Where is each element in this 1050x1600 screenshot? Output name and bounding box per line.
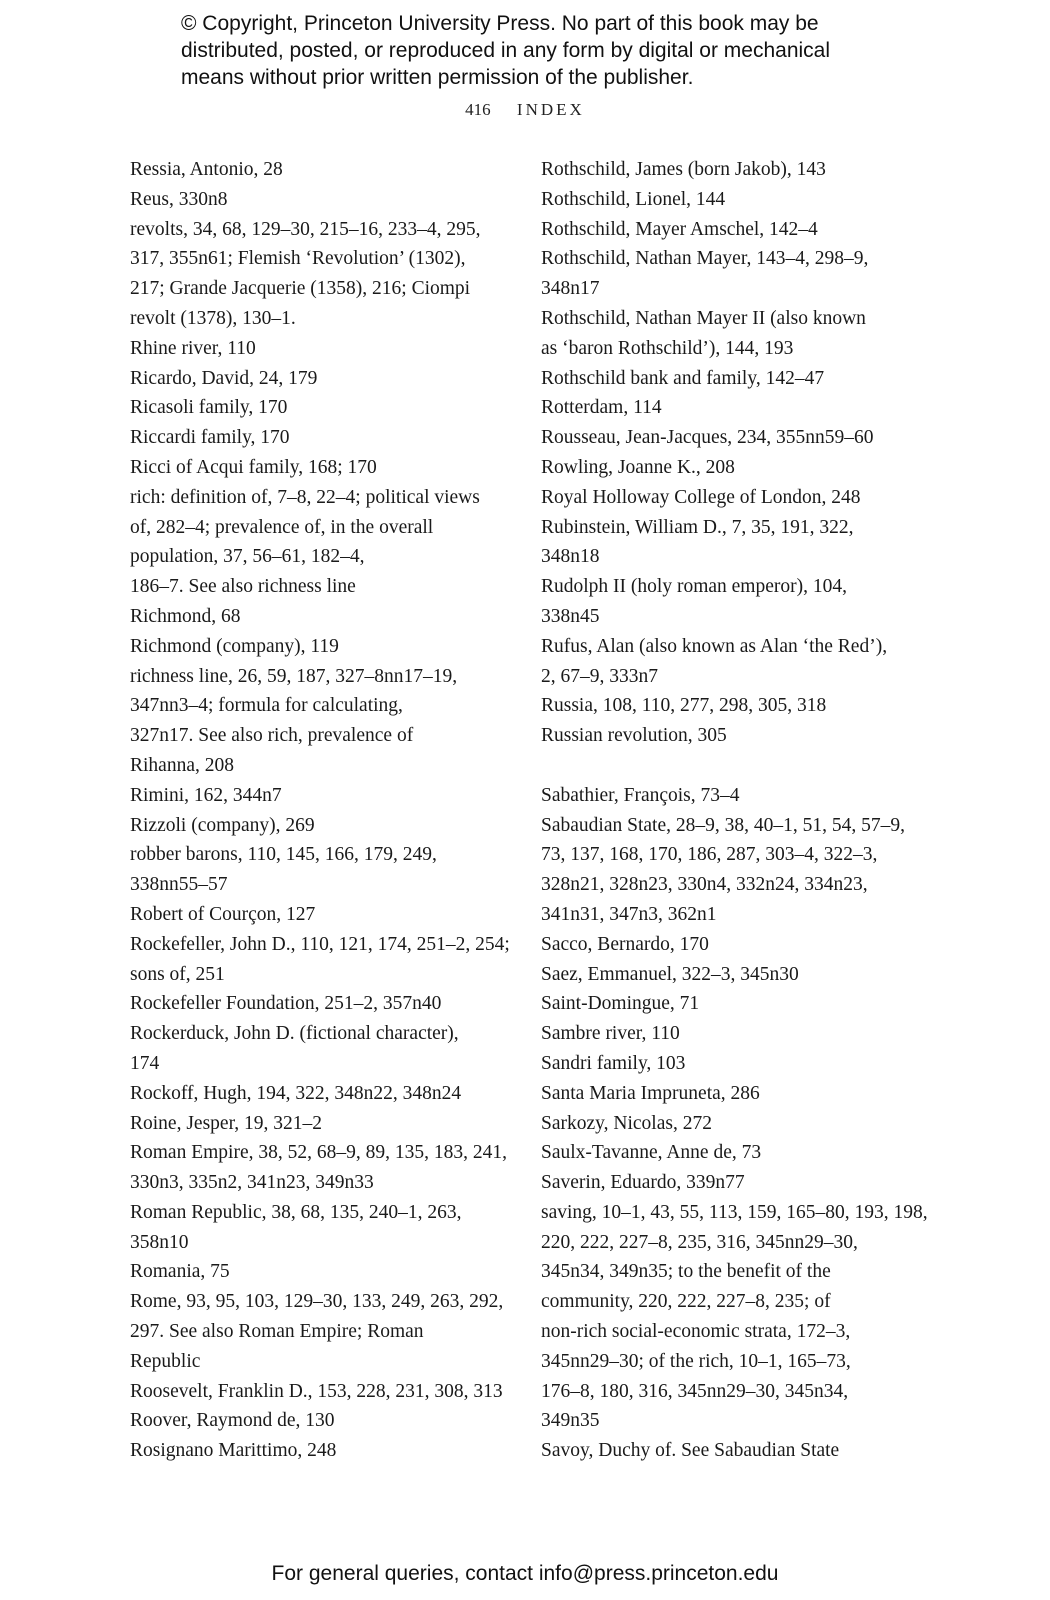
index-entry-line: Ricci of Acqui family, 168; 170 (130, 456, 377, 478)
index-entry (541, 364, 916, 394)
index-entry-line: 328n21, 328n23, 330n4, 332n24, 334n23, (541, 874, 868, 896)
index-entry (130, 930, 510, 990)
index-entry (541, 930, 916, 960)
index-entry (130, 900, 505, 930)
index-entry (130, 423, 505, 453)
index-entry-line: Roover, Raymond de, 130 (130, 1410, 335, 1432)
index-entry (130, 1436, 505, 1466)
index-column-left (130, 155, 510, 1466)
index-entry-line: Rothschild bank and family, 142–47 (541, 367, 825, 389)
index-entry-line: Rubinstein, William D., 7, 35, 191, 322, (541, 516, 854, 538)
index-entry-line: Sabaudian State, 28–9, 38, 40–1, 51, 54, 57–9, (541, 814, 905, 836)
index-entry-line: saving, 10–1, 43, 55, 113, 159, 165–80, 193, 198, (541, 1201, 928, 1223)
index-entry (541, 185, 916, 215)
index-entry-line: Rowling, Joanne K., 208 (541, 456, 735, 478)
index-entry (130, 1406, 505, 1436)
index-entry (541, 632, 916, 692)
index-entry-line: Ressia, Antonio, 28 (130, 159, 283, 180)
index-entry-line: sons of, 251 (130, 963, 225, 985)
index-entry (541, 423, 916, 453)
index-entry-line: Sabathier, François, 73–4 (541, 784, 740, 806)
index-entry-line: robber barons, 110, 145, 166, 179, 249, (130, 844, 437, 866)
index-entry (130, 215, 505, 334)
index-entry-line: 217; Grande Jacquerie (1358), 216; Ciompi (130, 278, 471, 300)
index-column-right (541, 155, 928, 1466)
index-entry-line: Roosevelt, Franklin D., 153, 228, 231, 308, 313 (130, 1380, 503, 1402)
index-entry (541, 1198, 928, 1436)
index-entry (130, 811, 505, 841)
index-entry-line: Richmond, 68 (130, 605, 241, 627)
index-entry-line: Rothschild, James (born Jakob), 143 (541, 159, 826, 180)
index-entry-line: Rihanna, 208 (130, 754, 234, 776)
index-entry-line: Rhine river, 110 (130, 337, 256, 359)
index-entry (130, 602, 505, 632)
index-entry-line: Rockoff, Hugh, 194, 322, 348n22, 348n24 (130, 1082, 462, 1104)
index-entry (541, 393, 916, 423)
index-entry-line: Sandri family, 103 (541, 1052, 686, 1074)
index-entry-line: Roman Empire, 38, 52, 68–9, 89, 135, 183, 241, (130, 1142, 507, 1164)
index-entry-line: 176–8, 180, 316, 345nn29–30, 345n34, (541, 1380, 849, 1402)
index-entry-line: 345nn29–30; of the rich, 10–1, 165–73, (541, 1350, 851, 1372)
copyright-line: distributed, posted, or reproduced in any form by digital or mechanical (181, 39, 831, 62)
index-entry-line: Rothschild, Lionel, 144 (541, 188, 726, 210)
index-entry (130, 1377, 505, 1407)
index-entry (130, 453, 505, 483)
index-entry (541, 691, 916, 721)
index-entry-line: Rothschild, Nathan Mayer II (also known (541, 307, 866, 329)
index-entry-line: revolts, 34, 68, 129–30, 215–16, 233–4, 295, (130, 218, 481, 240)
index-entry-line: 345n34, 349n35; to the benefit of the (541, 1261, 831, 1283)
index-entry (541, 811, 916, 930)
index-entry-line: 330n3, 335n2, 341n23, 349n33 (130, 1172, 374, 1194)
index-entry-line: rich: definition of, 7–8, 22–4; political views (130, 486, 480, 508)
index-entry (541, 1138, 916, 1168)
index-entry-line: Ricasoli family, 170 (130, 397, 288, 419)
index-entry (130, 185, 505, 215)
index-entry (541, 572, 916, 632)
index-entry-line: Reus, 330n8 (130, 188, 228, 210)
index-entry (130, 1287, 505, 1376)
index-entry-line: Romania, 75 (130, 1261, 230, 1283)
index-entry (130, 1198, 505, 1258)
index-entry-line: 348n17 (541, 278, 600, 300)
index-entry (130, 1257, 505, 1287)
index-entry-line: Santa Maria Impruneta, 286 (541, 1082, 760, 1104)
index-entry-line: 338nn55–57 (130, 874, 228, 896)
index-entry (130, 1138, 505, 1198)
index-entry-line: 2, 67–9, 333n7 (541, 665, 658, 687)
index-entry-line: Robert of Courçon, 127 (130, 903, 316, 925)
index-entry (541, 155, 916, 185)
index-entry-line: Rockerduck, John D. (fictional character), (130, 1023, 459, 1045)
index-entry-line: Rimini, 162, 344n7 (130, 784, 282, 806)
index-entry-line: Rizzoli (company), 269 (130, 814, 315, 836)
index-entry-line: 327n17. See also rich, prevalence of (130, 725, 414, 747)
index-entry-line: Sacco, Bernardo, 170 (541, 933, 709, 955)
index-entry-line: Richmond (company), 119 (130, 635, 339, 657)
index-entry-line: revolt (1378), 130–1. (130, 307, 296, 329)
index-entry-line: Sarkozy, Nicolas, 272 (541, 1112, 712, 1134)
index-entry (130, 334, 505, 364)
index-entry (541, 960, 916, 990)
index-entry (541, 1049, 916, 1079)
index-entry-line: 358n10 (130, 1231, 189, 1253)
index-entry-line: Saulx-Tavanne, Anne de, 73 (541, 1142, 762, 1164)
index-entry-line: richness line, 26, 59, 187, 327–8nn17–19, (130, 665, 458, 687)
index-entry-line: Savoy, Duchy of. See Sabaudian State (541, 1440, 840, 1462)
index-entry-line: 349n35 (541, 1410, 600, 1432)
index-entry-line: Rousseau, Jean-Jacques, 234, 355nn59–60 (541, 427, 874, 449)
index-entry-line: 73, 137, 168, 170, 186, 287, 303–4, 322–3, (541, 844, 878, 866)
index-entry-line: Roman Republic, 38, 68, 135, 240–1, 263, (130, 1201, 462, 1223)
index-entry-line: Rockefeller Foundation, 251–2, 357n40 (130, 993, 442, 1015)
index-section-r (541, 155, 916, 751)
page-title: INDEX (516, 100, 585, 119)
index-entry (541, 453, 916, 483)
index-entry (541, 781, 916, 811)
index-entry (130, 1109, 505, 1139)
index-entry-line: Ricardo, David, 24, 179 (130, 367, 318, 389)
index-entry-line: 220, 222, 227–8, 235, 316, 345nn29–30, (541, 1231, 858, 1253)
index-entry (130, 1079, 505, 1109)
index-entry (130, 483, 505, 602)
index-entry-line: 297. See also Roman Empire; Roman (130, 1321, 424, 1343)
index-entry-line: non-rich social-economic strata, 172–3, (541, 1321, 851, 1343)
copyright-notice (181, 10, 901, 91)
index-entry (541, 1019, 916, 1049)
index-entry-line: 347nn3–4; formula for calculating, (130, 695, 403, 717)
index-entry-line: Saez, Emmanuel, 322–3, 345n30 (541, 963, 799, 985)
index-entry (541, 1109, 916, 1139)
index-entry (541, 989, 916, 1019)
index-entry (130, 751, 505, 781)
index-entry-line: Russia, 108, 110, 277, 298, 305, 318 (541, 695, 827, 717)
index-section-s (541, 781, 928, 1466)
index-entry (130, 662, 505, 751)
index-entry-line: Republic (130, 1350, 201, 1372)
index-entry-line: Russian revolution, 305 (541, 725, 727, 747)
index-entry-line: 317, 355n61; Flemish ‘Revolution’ (1302), (130, 248, 466, 270)
index-entry (541, 1079, 916, 1109)
footer-contact: For general queries, contact info@press.princeton.edu (271, 1562, 779, 1585)
index-entry (541, 244, 916, 304)
index-entry-line: Saverin, Eduardo, 339n77 (541, 1172, 745, 1194)
index-entry (541, 721, 916, 751)
index-entry-line: Rockefeller, John D., 110, 121, 174, 251–2, 254; (130, 933, 510, 955)
index-entry (130, 781, 505, 811)
index-entry (130, 1019, 505, 1079)
index-entry-line: Rosignano Marittimo, 248 (130, 1440, 337, 1462)
index-entry (130, 989, 505, 1019)
index-entry-line: population, 37, 56–61, 182–4, (130, 546, 365, 568)
index-entry (541, 483, 916, 513)
index-entry-line: Saint-Domingue, 71 (541, 993, 700, 1015)
index-entry-line: Rudolph II (holy roman emperor), 104, (541, 576, 847, 598)
index-entry-line: Riccardi family, 170 (130, 427, 290, 449)
index-entry-line: community, 220, 222, 227–8, 235; of (541, 1291, 831, 1313)
index-entry-line: 186–7. See also richness line (130, 576, 356, 598)
index-entry-line: Royal Holloway College of London, 248 (541, 486, 861, 508)
index-entry-line: of, 282–4; prevalence of, in the overall (130, 516, 434, 538)
index-entry-line: Rome, 93, 95, 103, 129–30, 133, 249, 263, 292, (130, 1291, 504, 1313)
index-entry-line: 174 (130, 1052, 160, 1074)
index-entry-line: as ‘baron Rothschild’), 144, 193 (541, 337, 794, 359)
copyright-line: means without prior written permission of the publisher. (181, 66, 694, 89)
index-entry (541, 304, 916, 364)
index-entry (130, 155, 505, 185)
index-entry (130, 364, 505, 394)
index-entry (130, 393, 505, 423)
index-entry-line: Sambre river, 110 (541, 1023, 680, 1045)
running-head (0, 100, 1050, 120)
section-gap (541, 751, 916, 781)
copyright-line: © Copyright, Princeton University Press. No part of this book may be (181, 12, 819, 35)
index-entry (541, 1168, 916, 1198)
index-entry (130, 632, 505, 662)
index-entry-line: Rothschild, Mayer Amschel, 142–4 (541, 218, 818, 240)
index-entry (541, 215, 916, 245)
index-entry (541, 1436, 916, 1466)
index-entry-line: Rothschild, Nathan Mayer, 143–4, 298–9, (541, 248, 869, 270)
index-entry-line: Rotterdam, 114 (541, 397, 662, 419)
page-number: 416 (465, 100, 491, 119)
index-entry (541, 513, 916, 573)
index-entry-line: 338n45 (541, 605, 600, 627)
index-entry (130, 840, 505, 900)
index-entry-line: 341n31, 347n3, 362n1 (541, 903, 717, 925)
index-entry-line: 348n18 (541, 546, 600, 568)
index-entry-line: Rufus, Alan (also known as Alan ‘the Red’), (541, 635, 888, 657)
index-entry-line: Roine, Jesper, 19, 321–2 (130, 1112, 323, 1134)
